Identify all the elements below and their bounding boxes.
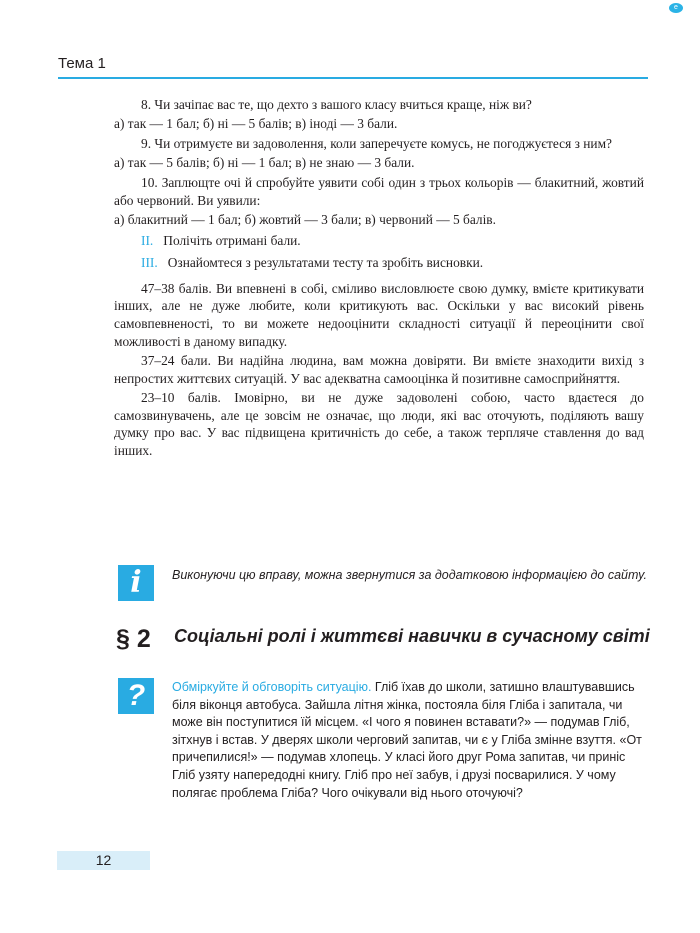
step-text: Ознайомтеся з результатами тесту та зробіть висновки. bbox=[167, 255, 484, 271]
result-low: 23–10 балів. Імовірно, ви не дуже задоволені собою, часто вдаєтеся до самозвинувачень, але це зовсім не означає, що люди, які вас оточують, поділяють вашу думку про вас. У вас підвищена критичність до себе, а також терпляче ставлення до вад інших. bbox=[114, 390, 644, 458]
topic-header: Тема 1 bbox=[58, 53, 648, 79]
answer-options-9: а) так — 5 балів; б) ні — 1 бал; в) не знаю — 3 бали. bbox=[114, 155, 415, 171]
question-text: Чи отримуєте ви задоволення, коли заперечуєте комусь, не погоджуєтеся з ним? bbox=[154, 135, 612, 151]
question-mark-icon: ? bbox=[118, 678, 154, 714]
step-number: II. bbox=[141, 232, 154, 248]
info-note bbox=[118, 565, 648, 605]
question-number: 8. bbox=[141, 97, 152, 112]
info-text: Виконуючи цю вправу, можна звернутися за додатковою інформацією до сайту. bbox=[172, 568, 647, 582]
discussion-text: Гліб їхав до школи, затишно влаштувавшись біля віконця автобуса. Зайшла літня жінка, постояла біля Гліба і запитала, чи може він поступитися їй місцем. «І чого я повинен вставати?» — подумав Гліб, зітхнув і встав. У дверях школи черговий запитав, чи є у Гліба змінне взуття. «От причепилися!» — подумав хлопець. У класі його друг Рома запитав, чи приніс Гліб узяту напередодні книгу. Гліб про неї забув, і друзі посварилися. У чому полягає проблема Гліба? Чого очікували від нього оточуючі? bbox=[172, 680, 642, 800]
section-title: Соціальні ролі і життєві навички в сучасному світі bbox=[174, 626, 650, 646]
step-number: III. bbox=[141, 255, 158, 271]
page-number: 12 bbox=[57, 851, 150, 870]
result-high: 47–38 балів. Ви впевнені в собі, сміливо висловлюєте свою думку, вмієте критикувати інших, але не дуже любите, коли критикують вас. Оскільки у вас високий рівень самовпевненості, то ви можете недооцінити складності ситуації й переоцінити свої можливості в даному випадку. bbox=[114, 280, 644, 349]
question-number: 10. bbox=[141, 174, 158, 190]
question-text: Заплющте очі й спробуйте уявити собі один з трьох кольорів — блакитний, жовтий або червоний. Ви уявили: bbox=[114, 174, 644, 208]
step-2 bbox=[114, 232, 644, 250]
answer-options-8: а) так — 1 бал; б) ні — 5 балів; в) іноді — 3 бали. bbox=[114, 116, 398, 132]
step-text: Полічіть отримані бали. bbox=[163, 232, 301, 248]
question-8 bbox=[114, 96, 644, 114]
section-number: § 2 bbox=[116, 625, 151, 653]
discussion-task bbox=[172, 679, 648, 802]
answer-options-10: а) блакитний — 1 бал; б) жовтий — 3 бали; в) червоний — 5 балів. bbox=[114, 212, 496, 228]
info-icon: i bbox=[118, 565, 154, 601]
result-medium: 37–24 бали. Ви надійна людина, вам можна довіряти. Ви вмієте знаходити вихід з непростих життєвих ситуацій. У вас адекватна самооцінка й позитивне самосприйняття. bbox=[114, 353, 644, 386]
step-3 bbox=[114, 254, 644, 272]
discussion-lead: Обміркуйте й обговоріть ситуацію. bbox=[172, 680, 372, 694]
question-text: Чи зачіпає вас те, що дехто з вашого класу вчиться краще, ніж ви? bbox=[154, 97, 532, 112]
question-number: 9. bbox=[141, 135, 152, 151]
question-10 bbox=[114, 174, 644, 209]
publisher-logo: e bbox=[669, 3, 683, 13]
test-questions bbox=[114, 96, 644, 461]
question-9 bbox=[114, 135, 644, 153]
